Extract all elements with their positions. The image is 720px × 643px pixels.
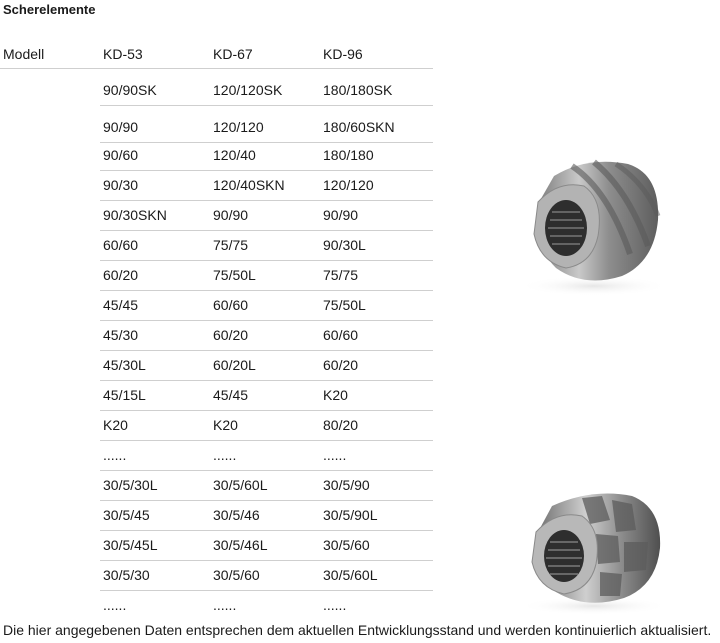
table-row xyxy=(100,170,433,201)
table-row xyxy=(100,112,433,143)
table-cell: ...... xyxy=(323,597,347,613)
table-row xyxy=(100,230,433,261)
table-cell: 90/30L xyxy=(323,237,366,253)
table-cell: 120/120 xyxy=(213,119,264,135)
table-row xyxy=(100,290,433,321)
table-row xyxy=(100,410,433,441)
table-cell: 30/5/60 xyxy=(323,537,370,553)
table-cell: K20 xyxy=(103,417,128,433)
header-kd96: KD-96 xyxy=(323,46,363,62)
header-kd67: KD-67 xyxy=(213,46,253,62)
table-cell: 45/30 xyxy=(103,327,139,343)
header-model: Modell xyxy=(3,46,45,62)
table-row xyxy=(100,140,433,171)
table-cell: 60/60 xyxy=(213,297,249,313)
table-cell: ...... xyxy=(103,447,127,463)
table-cell: 90/90 xyxy=(213,207,249,223)
table-row xyxy=(100,530,433,561)
table-cell: 45/30L xyxy=(103,357,146,373)
footer-note: Die hier angegebenen Daten entsprechen dem aktuellen Entwicklungsstand und werden kontinuierlich aktualisiert. xyxy=(3,622,712,638)
table-cell: 90/90 xyxy=(323,207,359,223)
table-cell: 60/20 xyxy=(213,327,249,343)
table-cell: 90/60 xyxy=(103,147,139,163)
table-cell: 180/60SKN xyxy=(323,119,395,135)
table-cell: 45/15L xyxy=(103,387,146,403)
table-cell: 30/5/60L xyxy=(213,477,268,493)
table-cell: ...... xyxy=(323,447,347,463)
table-cell: K20 xyxy=(323,387,348,403)
table-row xyxy=(100,440,433,471)
shear-element-kneading-icon xyxy=(512,486,672,616)
table-row xyxy=(100,500,433,531)
table-row xyxy=(100,470,433,501)
table-cell: 30/5/46L xyxy=(213,537,268,553)
table-row xyxy=(100,320,433,351)
table-row xyxy=(100,260,433,291)
table-cell: 120/40SKN xyxy=(213,177,285,193)
table-cell: ...... xyxy=(103,597,127,613)
table-row xyxy=(100,560,433,591)
table-cell: 75/50L xyxy=(323,297,366,313)
table-cell: 60/60 xyxy=(103,237,139,253)
table-cell: 30/5/30L xyxy=(103,477,158,493)
table-cell: 60/20 xyxy=(323,357,359,373)
table-cell: 180/180 xyxy=(323,147,374,163)
table-cell: 75/75 xyxy=(213,237,249,253)
table-cell: 30/5/90 xyxy=(323,477,370,493)
table-cell: 60/20 xyxy=(103,267,139,283)
table-cell: 45/45 xyxy=(213,387,249,403)
table-row xyxy=(100,350,433,381)
table-row xyxy=(100,380,433,411)
table-cell: 30/5/90L xyxy=(323,507,378,523)
table-cell: 30/5/46 xyxy=(213,507,260,523)
header-kd53: KD-53 xyxy=(103,46,143,62)
table-cell: 120/120SK xyxy=(213,82,283,98)
page-title: Scherelemente xyxy=(3,2,96,17)
table-cell: 75/75 xyxy=(323,267,359,283)
table-cell: 120/40 xyxy=(213,147,256,163)
table-cell: 75/50L xyxy=(213,267,256,283)
shear-element-smooth-icon xyxy=(512,150,672,298)
table-row xyxy=(100,75,433,106)
table-cell: 30/5/45L xyxy=(103,537,158,553)
table-cell: 120/120 xyxy=(323,177,374,193)
table-cell: 60/20L xyxy=(213,357,256,373)
table-cell: 80/20 xyxy=(323,417,359,433)
table-cell: 30/5/30 xyxy=(103,567,150,583)
table-row xyxy=(100,590,433,620)
table-row xyxy=(100,200,433,231)
table-cell: ...... xyxy=(213,447,237,463)
table-cell: 90/90 xyxy=(103,119,139,135)
table-cell: ...... xyxy=(213,597,237,613)
table-cell: K20 xyxy=(213,417,238,433)
table-header xyxy=(0,36,433,69)
table-cell: 30/5/45 xyxy=(103,507,150,523)
table-cell: 180/180SK xyxy=(323,82,393,98)
table-cell: 30/5/60 xyxy=(213,567,260,583)
table-cell: 30/5/60L xyxy=(323,567,378,583)
table-cell: 90/30 xyxy=(103,177,139,193)
table-cell: 45/45 xyxy=(103,297,139,313)
table-cell: 90/30SKN xyxy=(103,207,167,223)
table-cell: 60/60 xyxy=(323,327,359,343)
table-cell: 90/90SK xyxy=(103,82,157,98)
